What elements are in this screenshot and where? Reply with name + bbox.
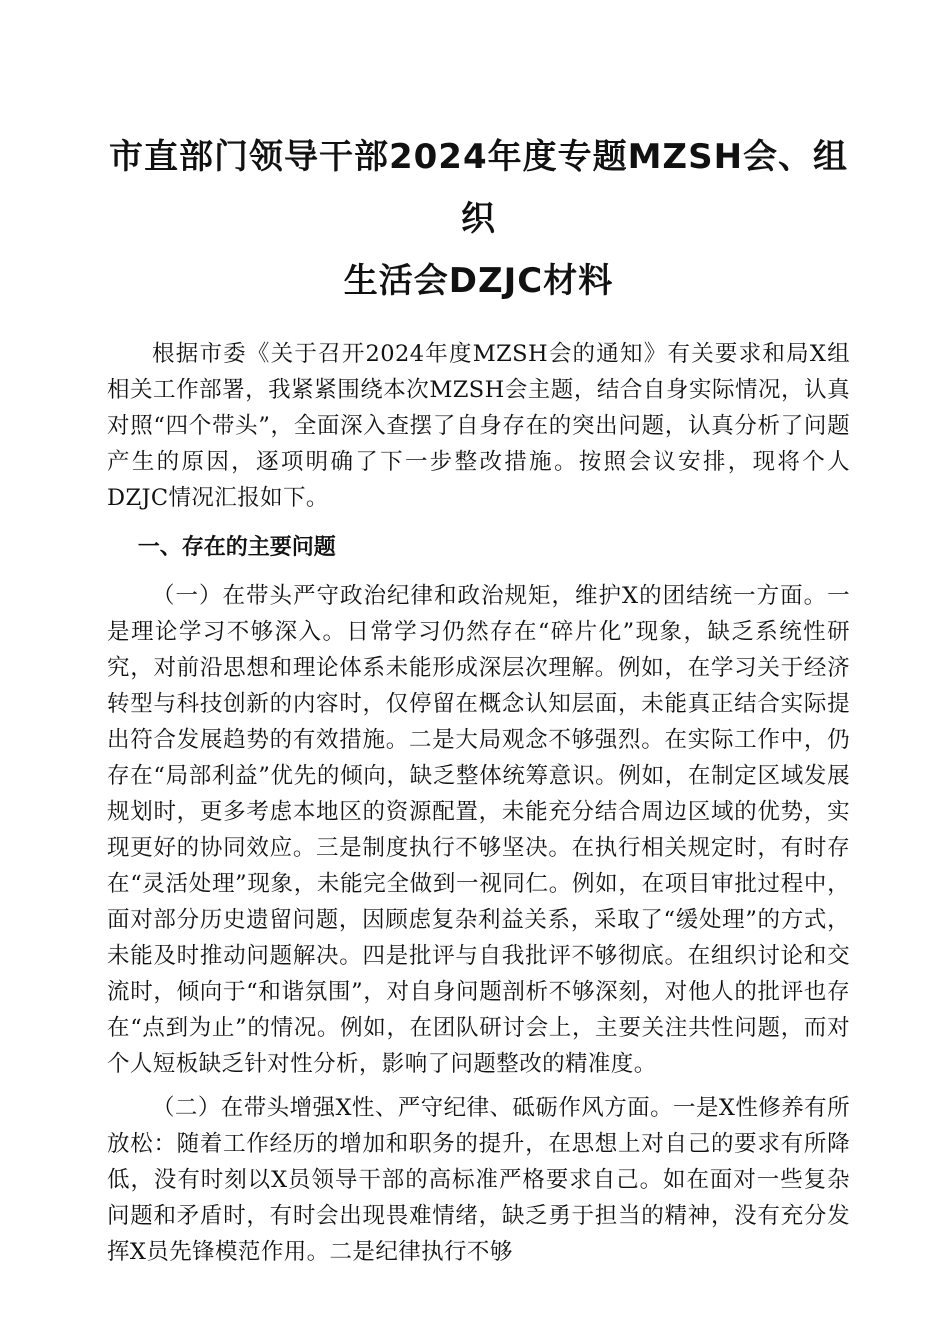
document-body xyxy=(107,336,850,1270)
section-heading-main-problems: 一、存在的主要问题 xyxy=(137,535,336,560)
document-title xyxy=(107,126,850,312)
intro-paragraph: 根据市委《关于召开2024年度MZSH会的通知》有关要求和局X组相关工作部署，我紧紧围绕本次MZSH会主题，结合自身实际情况，认真对照“四个带头”，全面深入查摆了自身存在的突出问题，认真分析了问题产生的原因，逐项明确了下一步整改措施。按照会议安排，现将个人DZJC情况汇报如下。 xyxy=(107,341,850,511)
document-title-line-1: 市直部门领导干部2024年度专题MZSH会、组织 xyxy=(108,137,849,239)
document-title-line-2: 生活会DZJC材料 xyxy=(343,261,614,301)
problem-paragraph-1: （一）在带头严守政治纪律和政治规矩，维护X的团结统一方面。一是理论学习不够深入。日常学习仍然存在“碎片化”现象，缺乏系统性研究，对前沿思想和理论体系未能形成深层次理解。例如，在学习关于经济转型与科技创新的内容时，仅停留在概念认知层面，未能真正结合实际提出符合发展趋势的有效措施。二是大局观念不够强烈。在实际工作中，仍存在“局部利益”优先的倾向，缺乏整体统筹意识。例如，在制定区域发展规划时，更多考虑本地区的资源配置，未能充分结合周边区域的优势，实现更好的协同效应。三是制度执行不够坚决。在执行相关规定时，有时存在“灵活处理”现象，未能完全做到一视同仁。例如，在项目审批过程中，面对部分历史遗留问题，因顾虑复杂利益关系，采取了“缓处理”的方式，未能及时推动问题解决。四是批评与自我批评不够彻底。在组织讨论和交流时，倾向于“和谐氛围”，对自身问题剖析不够深刻，对他人的批评也存在“点到为止”的情况。例如，在团队研讨会上，主要关注共性问题，而对个人短板缺乏针对性分析，影响了问题整改的精准度。 xyxy=(107,583,850,1077)
problem-paragraph-2: （二）在带头增强X性、严守纪律、砥砺作风方面。一是X性修养有所放松：随着工作经历的增加和职务的提升，在思想上对自己的要求有所降低，没有时刻以X员领导干部的高标准严格要求自己。如在面对一些复杂问题和矛盾时，有时会出现畏难情绪，缺乏勇于担当的精神，没有充分发挥X员先锋模范作用。二是纪律执行不够 xyxy=(107,1095,850,1265)
